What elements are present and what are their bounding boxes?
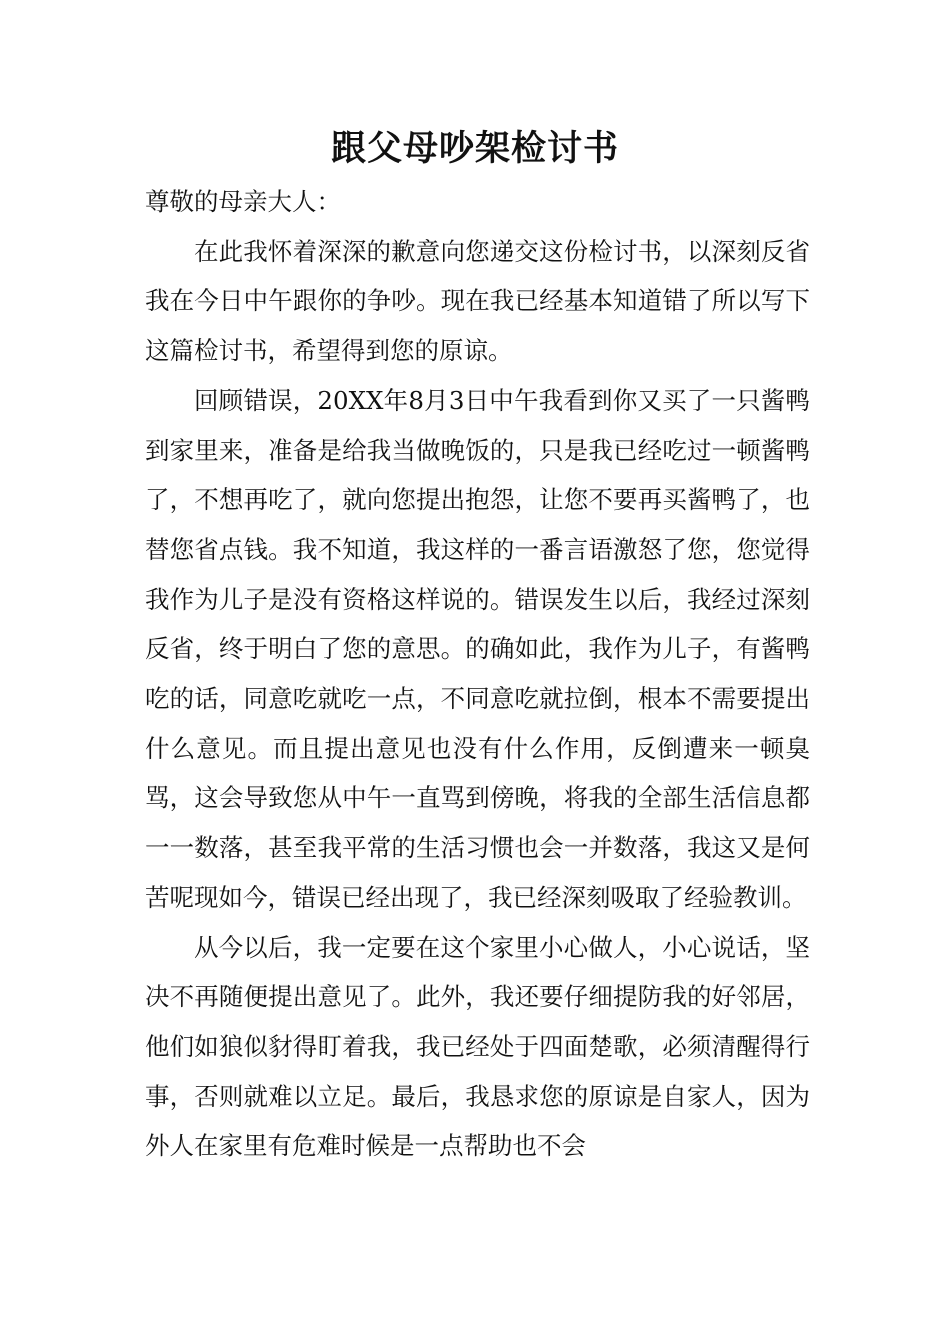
salutation: 尊敬的母亲大人： [145,187,341,216]
paragraph-3: 从今以后，我一定要在这个家里小心做人，小心说话，坚决不再随便提出意见了。此外，我还要仔细提防我的好邻居，他们如狼似豺得盯着我，我已经处于四面楚歌，必须清醒得行事，否则就难以立足。最后，我恳求您的原谅是自家人，因为外人在家里有危难时候是一点帮助也不会 [145,932,810,1161]
paragraph-1: 在此我怀着深深的歉意向您递交这份检讨书，以深刻反省我在今日中午跟你的争吵。现在我已经基本知道错了所以写下这篇检讨书，希望得到您的原谅。 [145,236,810,366]
document-body [145,177,810,1171]
paragraph-2: 回顾错误，20XX年8月3日中午我看到你又买了一只酱鸭到家里来，准备是给我当做晚饭的，只是我已经吃过一顿酱鸭了，不想再吃了，就向您提出抱怨，让您不要再买酱鸭了，也替您省点钱。我不知道，我这样的一番言语激怒了您，您觉得我作为儿子是没有资格这样说的。错误发生以后，我经过深刻反省，终于明白了您的意思。的确如此，我作为儿子，有酱鸭吃的话，同意吃就吃一点，不同意吃就拉倒，根本不需要提出什么意见。而且提出意见也没有什么作用，反倒遭来一顿臭骂，这会导致您从中午一直骂到傍晚，将我的全部生活信息都一一数落，甚至我平常的生活习惯也会一并数落，我这又是何苦呢现如今，错误已经出现了，我已经深刻吸取了经验教训。 [145,385,810,912]
document-title: 跟父母吵架检讨书 [330,128,619,169]
